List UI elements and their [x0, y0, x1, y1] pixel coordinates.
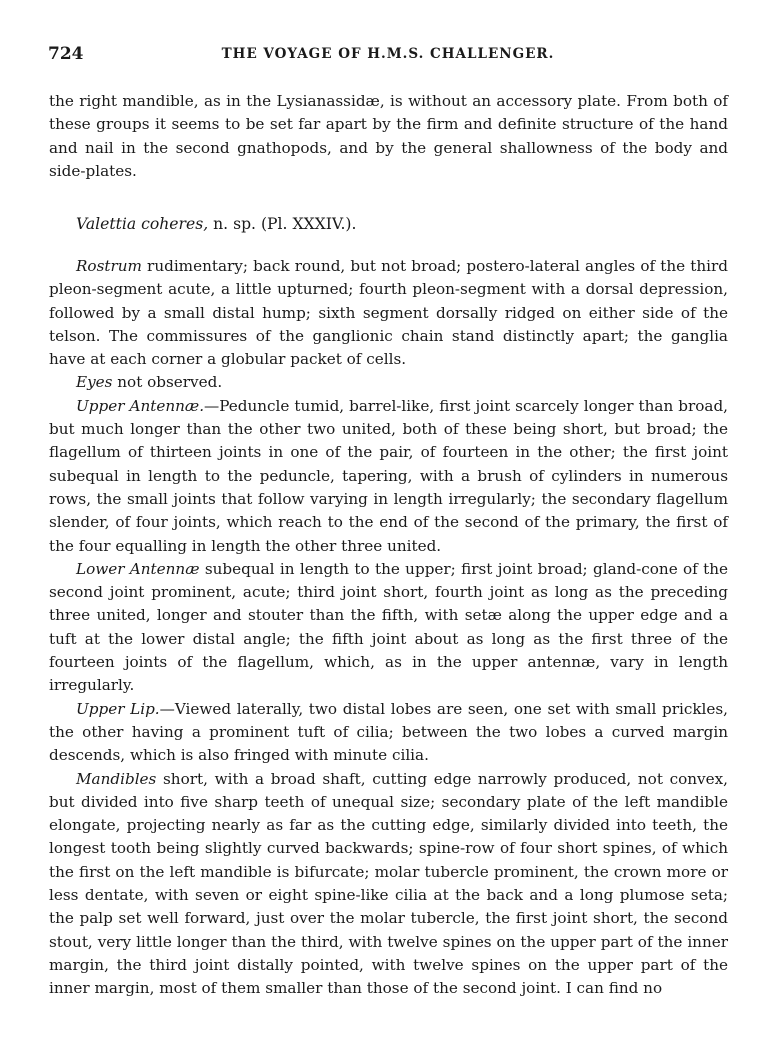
paragraph-upper-antennae	[49, 395, 728, 558]
species-name: Valettia coheres,	[76, 215, 209, 233]
text-mandibles: short, with a broad shaft, cutting edge narrowly produced, not convex, but divided into five sharp teeth of unequal size; secondary plate of the left mandible elongate, projecting nearly as far as the cutting edge, similarly divided into teeth, the longest tooth being slightly curved backwards; spine-row of four short spines, of which the first on the left mandible is bifurcate; molar tubercle prominent, the crown more or less dentate, with seven or eight spine-like cilia at the back and a long plumose seta; the palp set well forward, just over the molar tubercle, the first joint short, the second stout, very little longer than the third, with twelve spines on the upper part of the inner margin, the third joint distally pointed, with twelve spines on the upper part of the inner margin, most of them smaller than those of the second joint. I can find no	[49, 769, 728, 998]
text-upper-lip: —Viewed laterally, two distal lobes are seen, one set with small prickles, the other having a prominent tuft of cilia; between the two lobes a curved margin descends, which is also fringed with minute cilia.	[49, 699, 729, 765]
species-plate-reference: n. sp. (Pl. XXXIV.).	[208, 215, 357, 233]
intro-paragraph: the right mandible, as in the Lysianassidæ, is without an accessory plate. From both of these groups it seems to be set far apart by the firm and definite structure of the hand and nail in the second gnathopods, and by the general shallowness of the body and side-plates.	[49, 92, 728, 180]
paragraph-upper-lip	[49, 698, 728, 768]
paragraph-mandibles	[49, 768, 728, 1001]
text-rostrum: rudimentary; back round, but not broad; postero-lateral angles of the third pleon-segment acute, a little upturned; fourth pleon-segment with a dorsal depression, followed by a small distal hump; sixth segment dorsally ridged on either side of the telson. The commissures of the ganglionic chain stand distinctly apart; the ganglia have at each corner a globular packet of cells.	[49, 257, 728, 369]
term-lower-antennae: Lower Antennæ	[76, 559, 200, 578]
term-mandibles: Mandibles	[76, 769, 157, 788]
paragraph-eyes	[49, 371, 728, 394]
text-upper-antennae: —Peduncle tumid, barrel-like, first joint scarcely longer than broad, but much longer than the other two united, both of these being short, but broad; the flagellum of thirteen joints in one of the pair, of fourteen in the other; the first joint subequal in length to the peduncle, tapering, with a brush of cylinders in numerous rows, the small joints that follow varying in length irregularly; the secondary flagellum slender, of four joints, which reach to the end of the second of the primary, the first of the four equalling in length the other three united.	[49, 396, 728, 555]
running-title: THE VOYAGE OF H.M.S. CHALLENGER.	[221, 46, 555, 62]
paragraph-rostrum	[49, 255, 728, 371]
intro-paragraph-block	[49, 90, 728, 183]
description-block	[49, 255, 728, 1001]
term-upper-antennae: Upper Antennæ.	[76, 396, 205, 415]
text-lower-antennae: subequal in length to the upper; first joint broad; gland-cone of the second joint prominent, acute; third joint short, fourth joint as long as the preceding three united, longer and stouter than the fifth, with setæ along the upper edge and a tuft at the lower distal angle; the fifth joint about as long as the first three of the fourteen joints of the flagellum, which, as in the upper antennæ, vary in length irregularly.	[49, 559, 728, 695]
term-upper-lip: Upper Lip.	[76, 699, 160, 718]
species-heading	[76, 215, 356, 233]
paragraph-lower-antennae	[49, 558, 728, 698]
text-eyes: not observed.	[112, 373, 223, 392]
term-eyes: Eyes	[76, 373, 113, 392]
page-header	[48, 44, 728, 64]
term-rostrum: Rostrum	[76, 257, 142, 275]
page-number: 724	[48, 44, 84, 64]
